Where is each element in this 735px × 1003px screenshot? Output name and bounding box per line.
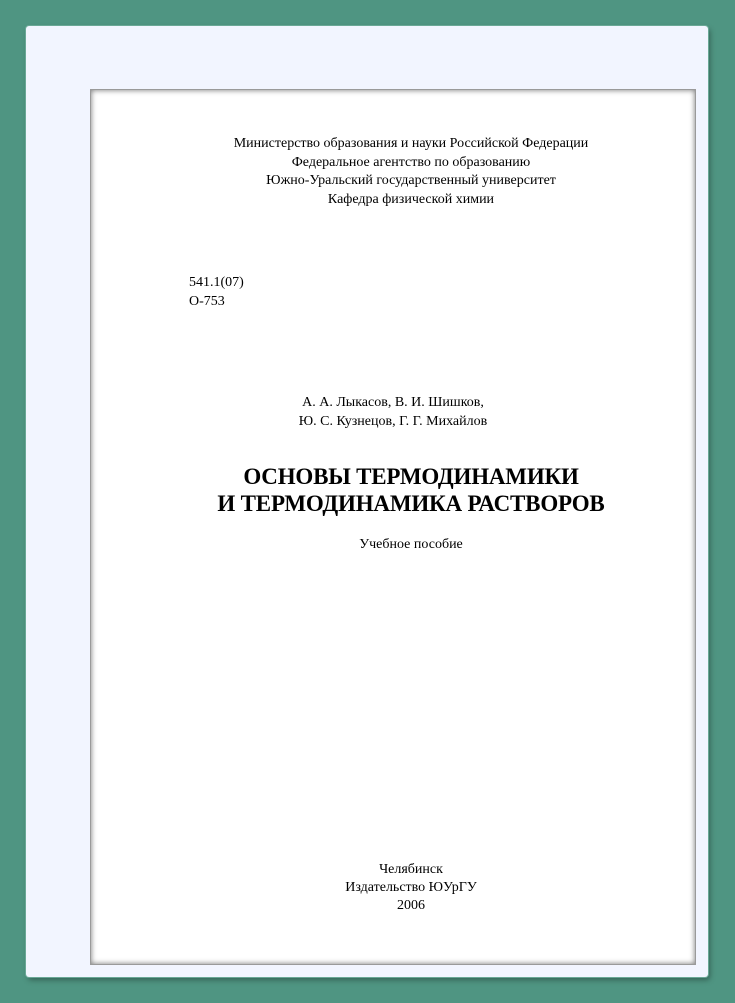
- imprint-block: [91, 861, 695, 915]
- department-line: Кафедра физической химии: [327, 191, 495, 207]
- organization-block: [91, 135, 695, 209]
- document-page: [91, 90, 695, 964]
- title-line-1: ОСНОВЫ ТЕРМОДИНАМИКИ: [243, 464, 579, 489]
- ministry-line: Министерство образования и науки Российской Федерации: [233, 136, 589, 151]
- title-line-2: И ТЕРМОДИНАМИКА РАСТВОРОВ: [217, 491, 605, 516]
- classification-block: [189, 273, 244, 311]
- document-title: [91, 463, 695, 517]
- catalog-code: О-753: [189, 294, 225, 309]
- authors-line-1: А. А. Лыкасов, В. И. Шишков,: [302, 395, 484, 410]
- university-line: Южно-Уральский государственный университет: [266, 173, 556, 188]
- document-subtitle: [91, 536, 695, 554]
- udc-code: 541.1(07): [189, 275, 244, 290]
- agency-line: Федеральное агентство по образованию: [291, 154, 531, 170]
- authors-line-2: Ю. С. Кузнецов, Г. Г. Михайлов: [298, 414, 488, 429]
- year: 2006: [397, 898, 425, 913]
- authors-block: [91, 393, 695, 431]
- publisher: Издательство ЮУрГУ: [345, 880, 477, 895]
- city: Челябинск: [379, 862, 443, 877]
- subtitle-text: Учебное пособие: [359, 537, 463, 552]
- page-frame: [26, 26, 708, 977]
